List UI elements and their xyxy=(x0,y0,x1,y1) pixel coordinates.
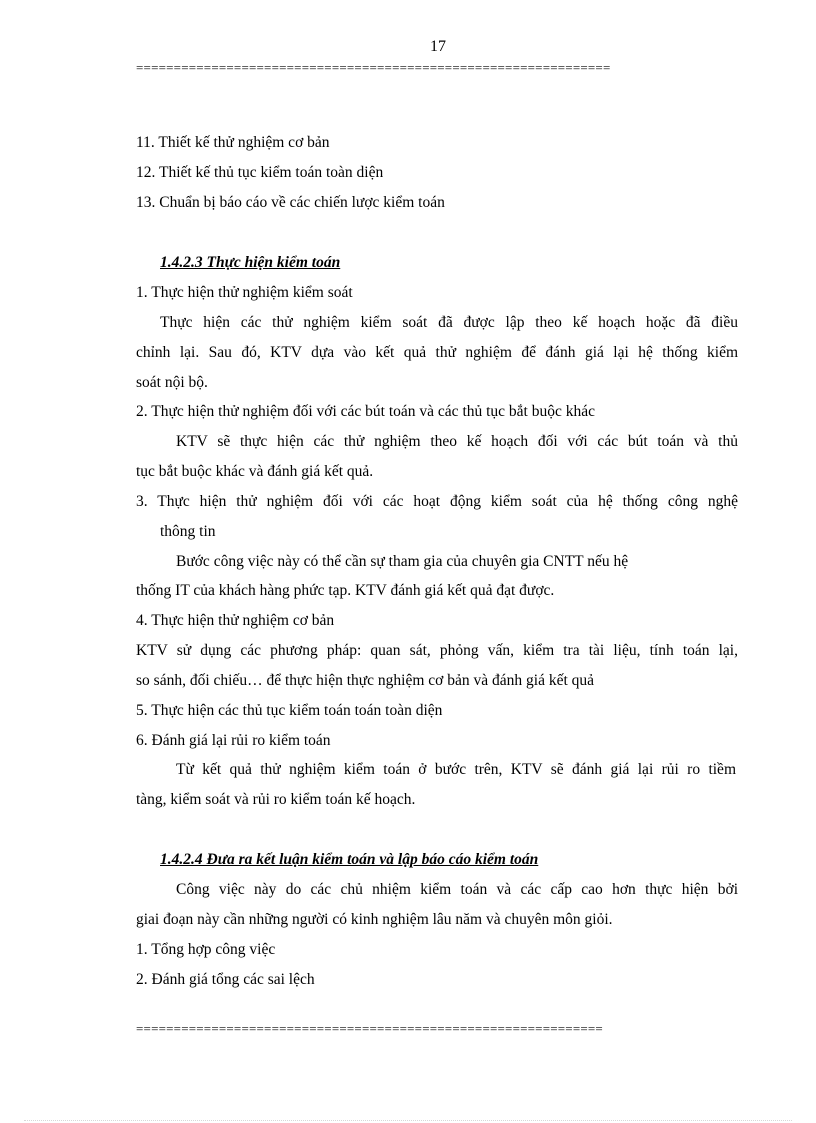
step-1-paragraph-line: soát nội bộ. xyxy=(136,374,208,391)
list-item-11: 11. Thiết kế thử nghiệm cơ bản xyxy=(136,134,330,151)
step-2-paragraph-line: KTV sẽ thực hiện các thử nghiệm theo kế hoạch đối với các bút toán và thủ xyxy=(176,433,738,450)
step-6-paragraph-line: tàng, kiểm soát và rủi ro kiểm toán kế hoạch. xyxy=(136,791,416,808)
list-item-13: 13. Chuẩn bị báo cáo về các chiến lược kiểm toán xyxy=(136,194,445,211)
step-4-paragraph-line: KTV sử dụng các phương pháp: quan sát, phỏng vấn, kiểm tra tài liệu, tính toán lại, xyxy=(136,642,738,659)
section-heading-1424: 1.4.2.4 Đưa ra kết luận kiểm toán và lập báo cáo kiểm toán xyxy=(160,851,539,868)
step-6-title: 6. Đánh giá lại rủi ro kiểm toán xyxy=(136,732,331,749)
step-1-title: 1. Thực hiện thử nghiệm kiểm soát xyxy=(136,284,353,301)
step-6-paragraph-line: Từ kết quả thử nghiệm kiểm toán ở bước trên, KTV sẽ đánh giá lại rủi ro tiềm xyxy=(176,761,736,778)
final-step-2: 2. Đánh giá tổng các sai lệch xyxy=(136,971,315,988)
step-2-title: 2. Thực hiện thử nghiệm đối với các bút toán và các thủ tục bắt buộc khác xyxy=(136,403,596,420)
section-heading-1423: 1.4.2.3 Thực hiện kiểm toán xyxy=(160,254,341,271)
step-3-paragraph-line: Bước công việc này có thể cần sự tham gia của chuyên gia CNTT nếu hệ xyxy=(176,553,629,570)
list-item-12: 12. Thiết kế thủ tục kiểm toán toàn diện xyxy=(136,164,384,181)
step-4-paragraph-line: so sánh, đối chiếu… để thực hiện thực nghiệm cơ bản và đánh giá kết quả xyxy=(136,672,595,689)
final-step-1: 1. Tổng hợp công việc xyxy=(136,941,276,958)
step-1-paragraph-line: chỉnh lại. Sau đó, KTV dựa vào kết quả thử nghiệm để đánh giá lại hệ thống kiểm xyxy=(136,344,738,361)
step-3-paragraph-line: thống IT của khách hàng phức tạp. KTV đánh giá kết quả đạt được. xyxy=(136,582,555,599)
step-2-paragraph-line: tục bắt buộc khác và đánh giá kết quả. xyxy=(136,463,374,480)
step-5-title: 5. Thực hiện các thủ tục kiểm toán toán toàn diện xyxy=(136,702,443,719)
step-3-title: 3. Thực hiện thử nghiệm đối với các hoạt động kiểm soát của hệ thống công nghệ xyxy=(136,493,738,510)
top-separator: =============================================================== xyxy=(136,60,611,75)
page-bottom-edge xyxy=(24,1120,792,1121)
bottom-separator: ============================================================== xyxy=(136,1021,603,1036)
section-1424-paragraph-line: giai đoạn này cần những người có kinh nghiệm lâu năm và chuyên môn giỏi. xyxy=(136,911,613,928)
page-number: 17 xyxy=(430,38,446,55)
step-3-title: thông tin xyxy=(160,523,216,540)
step-1-paragraph-line: Thực hiện các thử nghiệm kiểm soát đã được lập theo kế hoạch hoặc đã điều xyxy=(160,314,738,331)
step-4-title: 4. Thực hiện thử nghiệm cơ bản xyxy=(136,612,335,629)
section-1424-paragraph-line: Công việc này do các chủ nhiệm kiểm toán và các cấp cao hơn thực hiện bởi xyxy=(176,881,738,898)
